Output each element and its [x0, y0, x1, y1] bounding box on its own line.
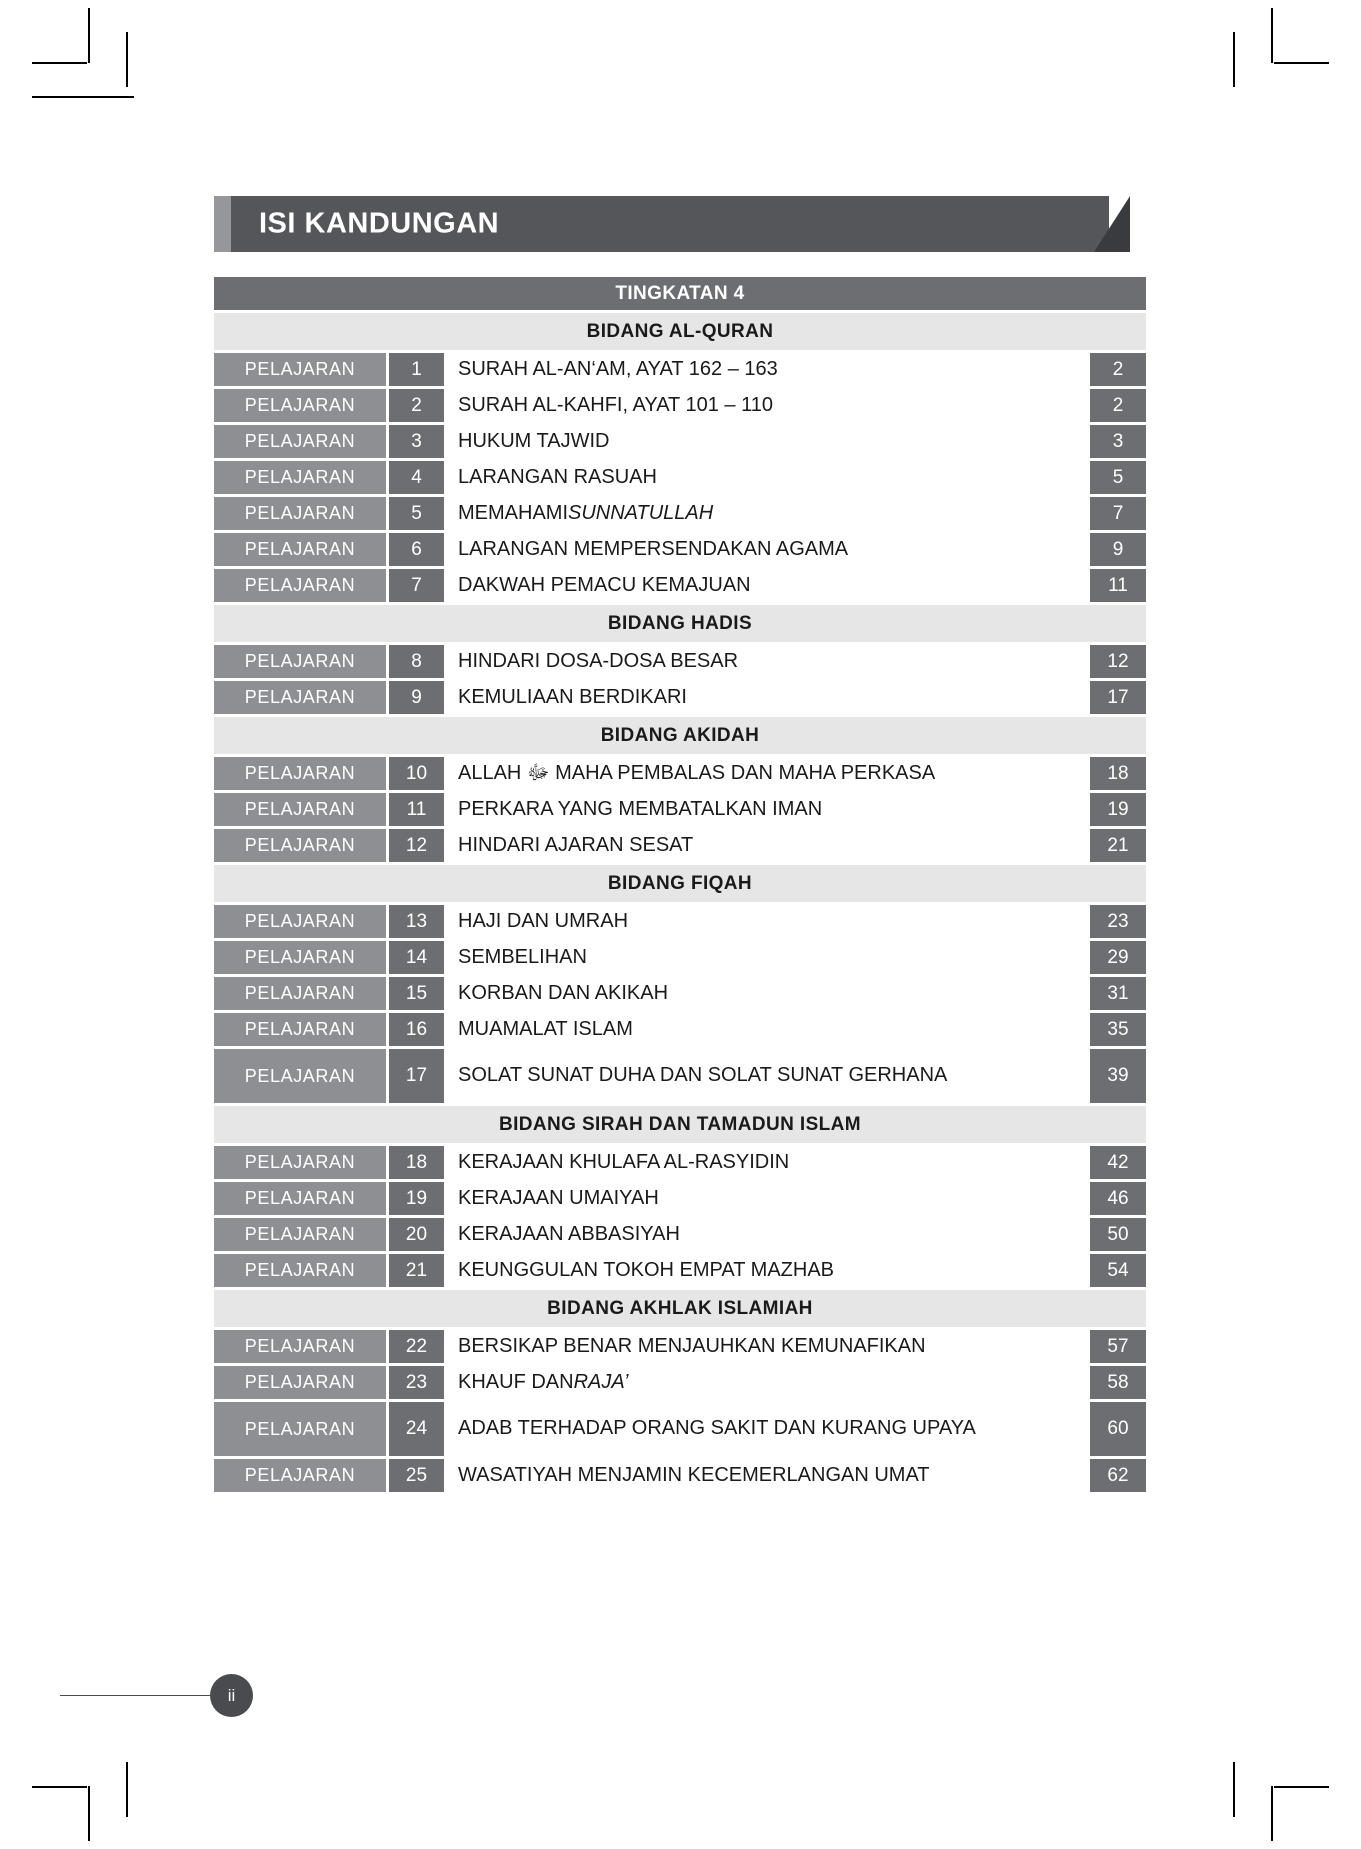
lesson-title-cell[interactable]: WASATIYAH MENJAMIN KECEMERLANGAN UMAT	[444, 1459, 1090, 1492]
lesson-label-cell: PELAJARAN	[214, 977, 386, 1010]
page-number-cell[interactable]: 9	[1090, 533, 1146, 566]
lesson-title-cell[interactable]: KEUNGGULAN TOKOH EMPAT MAZHAB	[444, 1254, 1090, 1287]
lesson-label-cell: PELAJARAN	[214, 353, 386, 386]
table-row[interactable]	[214, 533, 1146, 566]
table-row[interactable]	[214, 1366, 1146, 1399]
lesson-label-cell: PELAJARAN	[214, 793, 386, 826]
header-left-edge	[214, 196, 231, 252]
lesson-label-cell: PELAJARAN	[214, 941, 386, 974]
table-row[interactable]	[214, 425, 1146, 458]
lesson-number-cell: 23	[389, 1366, 444, 1399]
lesson-label-cell: PELAJARAN	[214, 497, 386, 530]
table-row[interactable]	[214, 461, 1146, 494]
lesson-number-cell: 13	[389, 905, 444, 938]
page-title: ISI KANDUNGAN	[259, 207, 500, 240]
page-footer	[60, 1674, 300, 1718]
lesson-title-cell[interactable]: BERSIKAP BENAR MENJAUHKAN KEMUNAFIKAN	[444, 1330, 1090, 1363]
lesson-number-cell: 18	[389, 1146, 444, 1179]
table-row[interactable]	[214, 1182, 1146, 1215]
table-row[interactable]	[214, 389, 1146, 422]
lesson-title-cell[interactable]: LARANGAN RASUAH	[444, 461, 1090, 494]
toc-body	[214, 313, 1146, 1492]
lesson-title-cell[interactable]: LARANGAN MEMPERSENDAKAN AGAMA	[444, 533, 1090, 566]
crop-mark-bottom-left2-v	[126, 1762, 128, 1817]
lesson-number-cell: 24	[389, 1402, 444, 1456]
lesson-number-cell: 6	[389, 533, 444, 566]
table-row[interactable]	[214, 941, 1146, 974]
lesson-number-cell: 21	[389, 1254, 444, 1287]
table-row[interactable]	[214, 1049, 1146, 1103]
lesson-title-emphasis: SUNNATULLAH	[568, 501, 714, 524]
lesson-label-cell: PELAJARAN	[214, 1402, 386, 1456]
lesson-label-cell: PELAJARAN	[214, 681, 386, 714]
lesson-label-cell: PELAJARAN	[214, 389, 386, 422]
table-row[interactable]	[214, 1146, 1146, 1179]
table-row[interactable]	[214, 1254, 1146, 1287]
crop-mark-top-right2-v	[1233, 32, 1235, 87]
lesson-number-cell: 20	[389, 1218, 444, 1251]
page-number-cell[interactable]: 11	[1090, 569, 1146, 602]
page-number-cell[interactable]: 17	[1090, 681, 1146, 714]
lesson-number-cell: 7	[389, 569, 444, 602]
table-row[interactable]	[214, 829, 1146, 862]
lesson-number-cell: 19	[389, 1182, 444, 1215]
table-row[interactable]	[214, 1218, 1146, 1251]
lesson-label-cell: PELAJARAN	[214, 1218, 386, 1251]
lesson-title-cell[interactable]: ALLAH ﷻ MAHA PEMBALAS DAN MAHA PERKASA	[444, 757, 1090, 790]
page-number-cell[interactable]: 2	[1090, 389, 1146, 422]
page-number-cell[interactable]: 18	[1090, 757, 1146, 790]
lesson-number-cell: 12	[389, 829, 444, 862]
crop-mark-bottom-right-h	[1274, 1786, 1329, 1788]
lesson-number-cell: 5	[389, 497, 444, 530]
crop-mark-top-left-v	[88, 8, 90, 63]
page-number-cell[interactable]: 7	[1090, 497, 1146, 530]
table-row[interactable]	[214, 497, 1146, 530]
table-row[interactable]	[214, 793, 1146, 826]
lesson-title-text: KHAUF DAN	[458, 1370, 574, 1393]
crop-mark-bottom-right-v	[1271, 1786, 1273, 1841]
lesson-number-cell: 4	[389, 461, 444, 494]
lesson-title-cell[interactable]: SURAH AL-AN‘AM, AYAT 162 – 163	[444, 353, 1090, 386]
table-row[interactable]	[214, 757, 1146, 790]
section-band: BIDANG SIRAH DAN TAMADUN ISLAM	[214, 1106, 1146, 1143]
lesson-number-cell: 2	[389, 389, 444, 422]
lesson-label-cell: PELAJARAN	[214, 1330, 386, 1363]
page-number-cell[interactable]: 58	[1090, 1366, 1146, 1399]
lesson-title-cell[interactable]: KERAJAAN UMAIYAH	[444, 1182, 1090, 1215]
lesson-number-cell: 22	[389, 1330, 444, 1363]
lesson-number-cell: 3	[389, 425, 444, 458]
page-number-cell[interactable]: 12	[1090, 645, 1146, 678]
lesson-number-cell: 15	[389, 977, 444, 1010]
section-band: BIDANG FIQAH	[214, 865, 1146, 902]
table-row[interactable]	[214, 905, 1146, 938]
lesson-title-cell[interactable]: KEMULIAAN BERDIKARI	[444, 681, 1090, 714]
form-band: TINGKATAN 4	[214, 277, 1146, 310]
crop-mark-bottom-left-v	[88, 1786, 90, 1841]
page-number-cell[interactable]: 54	[1090, 1254, 1146, 1287]
page-number-cell[interactable]: 46	[1090, 1182, 1146, 1215]
lesson-number-cell: 9	[389, 681, 444, 714]
lesson-label-cell: PELAJARAN	[214, 905, 386, 938]
lesson-title-cell[interactable]: PERKARA YANG MEMBATALKAN IMAN	[444, 793, 1090, 826]
table-row[interactable]	[214, 681, 1146, 714]
lesson-number-cell: 25	[389, 1459, 444, 1492]
lesson-title-cell[interactable]	[444, 497, 1090, 530]
page-number-cell[interactable]: 50	[1090, 1218, 1146, 1251]
lesson-label-cell: PELAJARAN	[214, 1049, 386, 1103]
lesson-label-cell: PELAJARAN	[214, 533, 386, 566]
section-band: BIDANG HADIS	[214, 605, 1146, 642]
lesson-number-cell: 16	[389, 1013, 444, 1046]
lesson-title-cell[interactable]: HINDARI DOSA-DOSA BESAR	[444, 645, 1090, 678]
lesson-title-cell[interactable]: SEMBELIHAN	[444, 941, 1090, 974]
table-row[interactable]	[214, 1459, 1146, 1492]
lesson-title-cell[interactable]: DAKWAH PEMACU KEMAJUAN	[444, 569, 1090, 602]
table-row[interactable]	[214, 353, 1146, 386]
lesson-label-cell: PELAJARAN	[214, 1146, 386, 1179]
page-number-cell[interactable]: 39	[1090, 1049, 1146, 1103]
table-row[interactable]	[214, 569, 1146, 602]
page-number-cell[interactable]: 35	[1090, 1013, 1146, 1046]
page-number-cell[interactable]: 57	[1090, 1330, 1146, 1363]
page-header-banner	[214, 196, 1146, 252]
lesson-title-text: MEMAHAMI	[458, 501, 568, 524]
footer-page-number: ii	[210, 1674, 253, 1717]
lesson-number-cell: 14	[389, 941, 444, 974]
lesson-title-cell[interactable]: KORBAN DAN AKIKAH	[444, 977, 1090, 1010]
crop-mark-top-right-h	[1274, 62, 1329, 64]
crop-mark-top-left2-v	[126, 32, 128, 87]
page-number-cell[interactable]: 29	[1090, 941, 1146, 974]
table-row[interactable]	[214, 1402, 1146, 1456]
lesson-title-cell[interactable]: ADAB TERHADAP ORANG SAKIT DAN KURANG UPAYA	[444, 1402, 1090, 1456]
section-band: BIDANG AKHLAK ISLAMIAH	[214, 1290, 1146, 1327]
lesson-label-cell: PELAJARAN	[214, 1254, 386, 1287]
table-row[interactable]	[214, 977, 1146, 1010]
lesson-number-cell: 17	[389, 1049, 444, 1103]
page-number-cell[interactable]: 19	[1090, 793, 1146, 826]
page-number-cell[interactable]: 42	[1090, 1146, 1146, 1179]
lesson-label-cell: PELAJARAN	[214, 1366, 386, 1399]
lesson-label-cell: PELAJARAN	[214, 757, 386, 790]
lesson-title-cell[interactable]: SOLAT SUNAT DUHA DAN SOLAT SUNAT GERHANA	[444, 1049, 1090, 1103]
table-row[interactable]	[214, 1013, 1146, 1046]
lesson-title-cell[interactable]: HUKUM TAJWID	[444, 425, 1090, 458]
lesson-title-cell[interactable]: KERAJAAN ABBASIYAH	[444, 1218, 1090, 1251]
crop-mark-top-left2-h	[32, 96, 134, 98]
section-band: BIDANG AL-QURAN	[214, 313, 1146, 350]
crop-mark-bottom-left-h	[32, 1786, 87, 1788]
lesson-label-cell: PELAJARAN	[214, 1182, 386, 1215]
table-row[interactable]	[214, 1330, 1146, 1363]
page-number-cell[interactable]: 2	[1090, 353, 1146, 386]
lesson-title-cell[interactable]: KERAJAAN KHULAFA AL-RASYIDIN	[444, 1146, 1090, 1179]
page-number-cell[interactable]: 31	[1090, 977, 1146, 1010]
lesson-number-cell: 8	[389, 645, 444, 678]
lesson-label-cell: PELAJARAN	[214, 829, 386, 862]
page-number-cell[interactable]: 23	[1090, 905, 1146, 938]
lesson-title-cell[interactable]	[444, 1366, 1090, 1399]
footer-rule	[60, 1695, 226, 1696]
crop-mark-top-left-h	[32, 62, 87, 64]
table-of-contents	[214, 277, 1146, 1495]
section-band: BIDANG AKIDAH	[214, 717, 1146, 754]
crop-mark-top-right-v	[1271, 8, 1273, 63]
header-arrow-icon	[1094, 196, 1130, 252]
crop-mark-bottom-right2-v	[1233, 1762, 1235, 1817]
table-row[interactable]	[214, 645, 1146, 678]
page-number-cell[interactable]: 3	[1090, 425, 1146, 458]
lesson-label-cell: PELAJARAN	[214, 425, 386, 458]
lesson-number-cell: 11	[389, 793, 444, 826]
page-number-cell[interactable]: 62	[1090, 1459, 1146, 1492]
page-number-cell[interactable]: 21	[1090, 829, 1146, 862]
lesson-label-cell: PELAJARAN	[214, 1459, 386, 1492]
page-number-cell[interactable]: 60	[1090, 1402, 1146, 1456]
lesson-number-cell: 10	[389, 757, 444, 790]
lesson-title-emphasis: RAJA’	[573, 1370, 629, 1393]
lesson-title-cell[interactable]: HAJI DAN UMRAH	[444, 905, 1090, 938]
lesson-label-cell: PELAJARAN	[214, 645, 386, 678]
lesson-label-cell: PELAJARAN	[214, 569, 386, 602]
lesson-title-cell[interactable]: SURAH AL-KAHFI, AYAT 101 – 110	[444, 389, 1090, 422]
lesson-label-cell: PELAJARAN	[214, 1013, 386, 1046]
lesson-label-cell: PELAJARAN	[214, 461, 386, 494]
lesson-number-cell: 1	[389, 353, 444, 386]
lesson-title-cell[interactable]: HINDARI AJARAN SESAT	[444, 829, 1090, 862]
lesson-title-cell[interactable]: MUAMALAT ISLAM	[444, 1013, 1090, 1046]
page-number-cell[interactable]: 5	[1090, 461, 1146, 494]
